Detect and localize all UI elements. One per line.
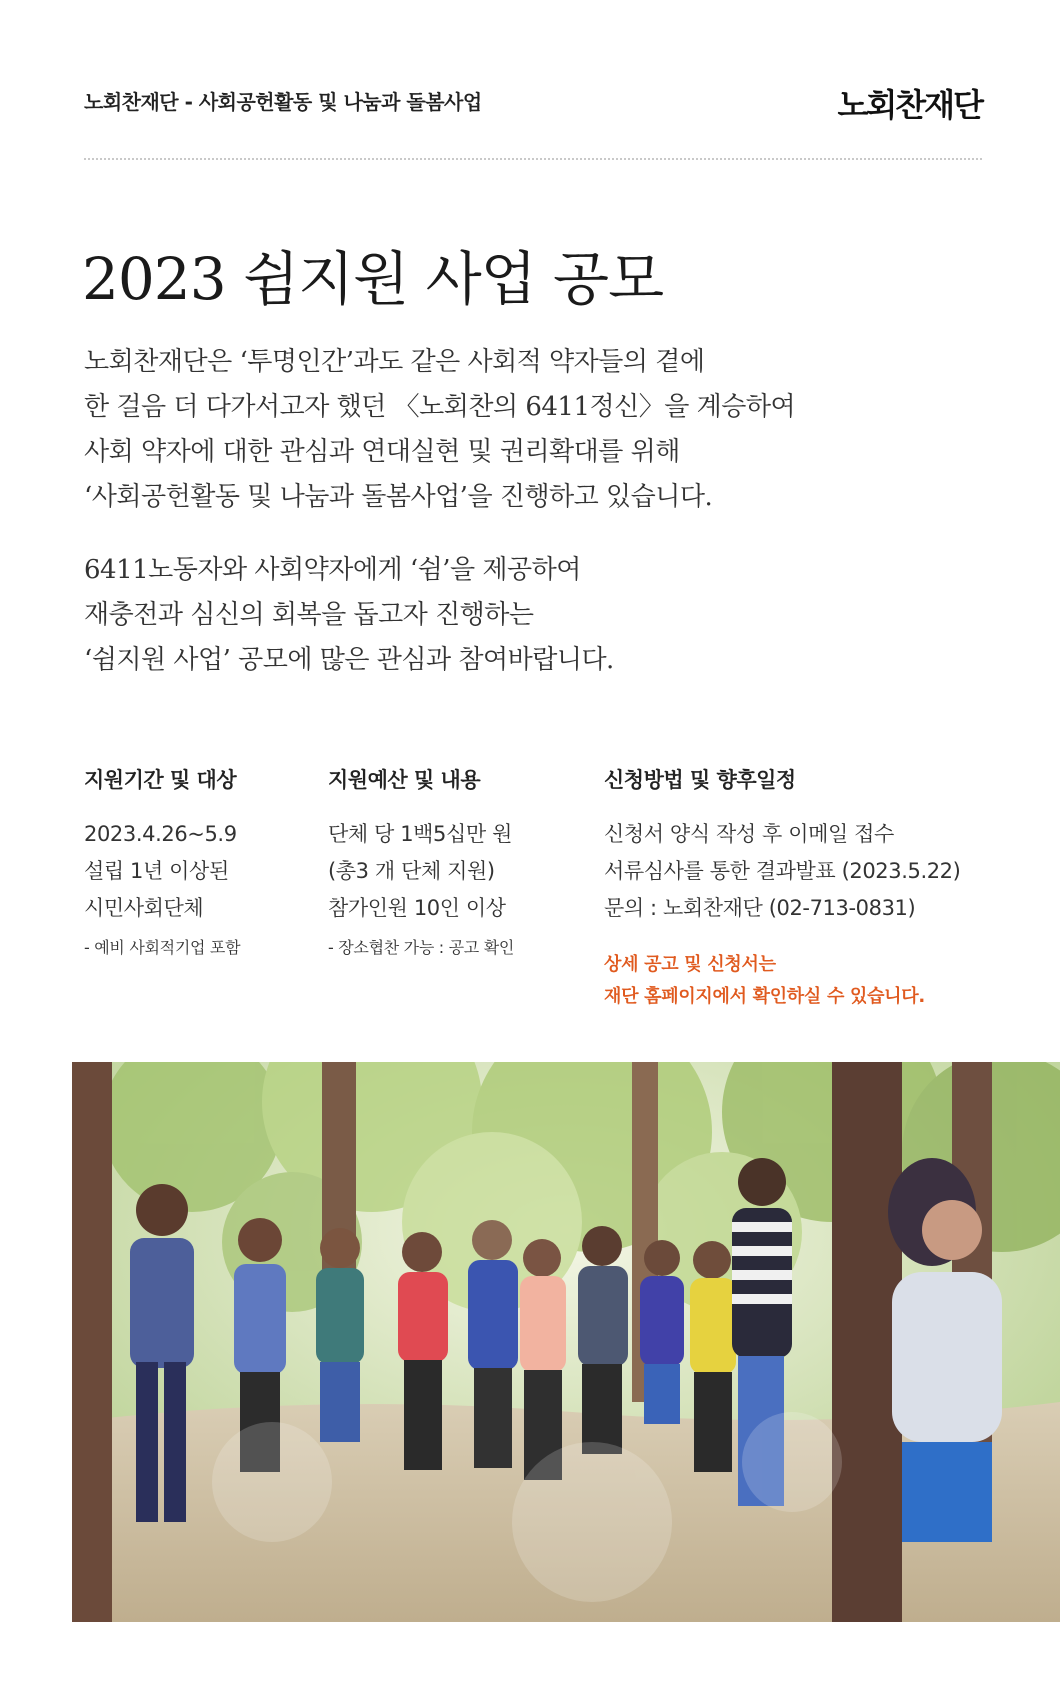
forest-group-illustration [72, 1062, 1060, 1622]
dotted-divider [84, 158, 982, 160]
intro-paragraph-2 [84, 548, 984, 683]
info-note: - 예비 사회적기업 포함 [84, 938, 241, 957]
intro-line: 한 걸음 더 다가서고자 했던 〈노회찬의 6411정신〉을 계승하여 [84, 392, 796, 422]
info-line: 설립 1년 이상된 [84, 859, 229, 883]
page-title: 2023 쉼지원 사업 공모 [82, 245, 664, 313]
watercolor-forest-photo [72, 1062, 1060, 1622]
intro-line: 사회 약자에 대한 관심과 연대실현 및 권리확대를 위해 [84, 437, 680, 467]
info-line: 서류심사를 통한 결과발표 (2023.5.22) [604, 859, 961, 883]
info-column-budget [328, 764, 588, 958]
info-line: 신청서 양식 작성 후 이메일 접수 [604, 822, 894, 846]
info-line: 참가인원 10인 이상 [328, 896, 506, 920]
info-line: (총3 개 단체 지원) [328, 859, 495, 883]
info-heading: 신청방법 및 향후일정 [604, 768, 796, 792]
info-line: 단체 당 1백5십만 원 [328, 822, 512, 846]
notice-line: 상세 공고 및 신청서는 [604, 954, 776, 975]
header [84, 80, 982, 124]
header-subtitle: 노회찬재단 - 사회공헌활동 및 나눔과 돌봄사업 [84, 90, 482, 114]
notice-line: 재단 홈페이지에서 확인하실 수 있습니다. [604, 986, 925, 1007]
info-line: 2023.4.26~5.9 [84, 822, 237, 846]
info-column-period [84, 764, 314, 958]
intro-line: ‘사회공헌활동 및 나눔과 돌봄사업’을 진행하고 있습니다. [84, 482, 713, 512]
intro-line: 재충전과 심신의 회복을 돕고자 진행하는 [84, 600, 534, 630]
info-note: - 장소협찬 가능 : 공고 확인 [328, 938, 515, 957]
homepage-notice [604, 949, 1004, 1013]
info-heading: 지원예산 및 내용 [328, 768, 481, 792]
intro-paragraph-1 [84, 340, 984, 520]
intro-line: ‘쉼지원 사업’ 공모에 많은 관심과 참여바랍니다. [84, 645, 614, 675]
info-heading: 지원기간 및 대상 [84, 768, 237, 792]
info-line: 문의 : 노회찬재단 (02-713-0831) [604, 896, 916, 920]
info-line: 시민사회단체 [84, 896, 204, 920]
intro-line: 노회찬재단은 ‘투명인간’과도 같은 사회적 약자들의 곁에 [84, 347, 705, 377]
intro-line: 6411노동자와 사회약자에게 ‘쉼’을 제공하여 [84, 555, 581, 585]
info-column-apply [604, 764, 1004, 1013]
foundation-logo[interactable]: 노회찬재단 [837, 86, 982, 124]
